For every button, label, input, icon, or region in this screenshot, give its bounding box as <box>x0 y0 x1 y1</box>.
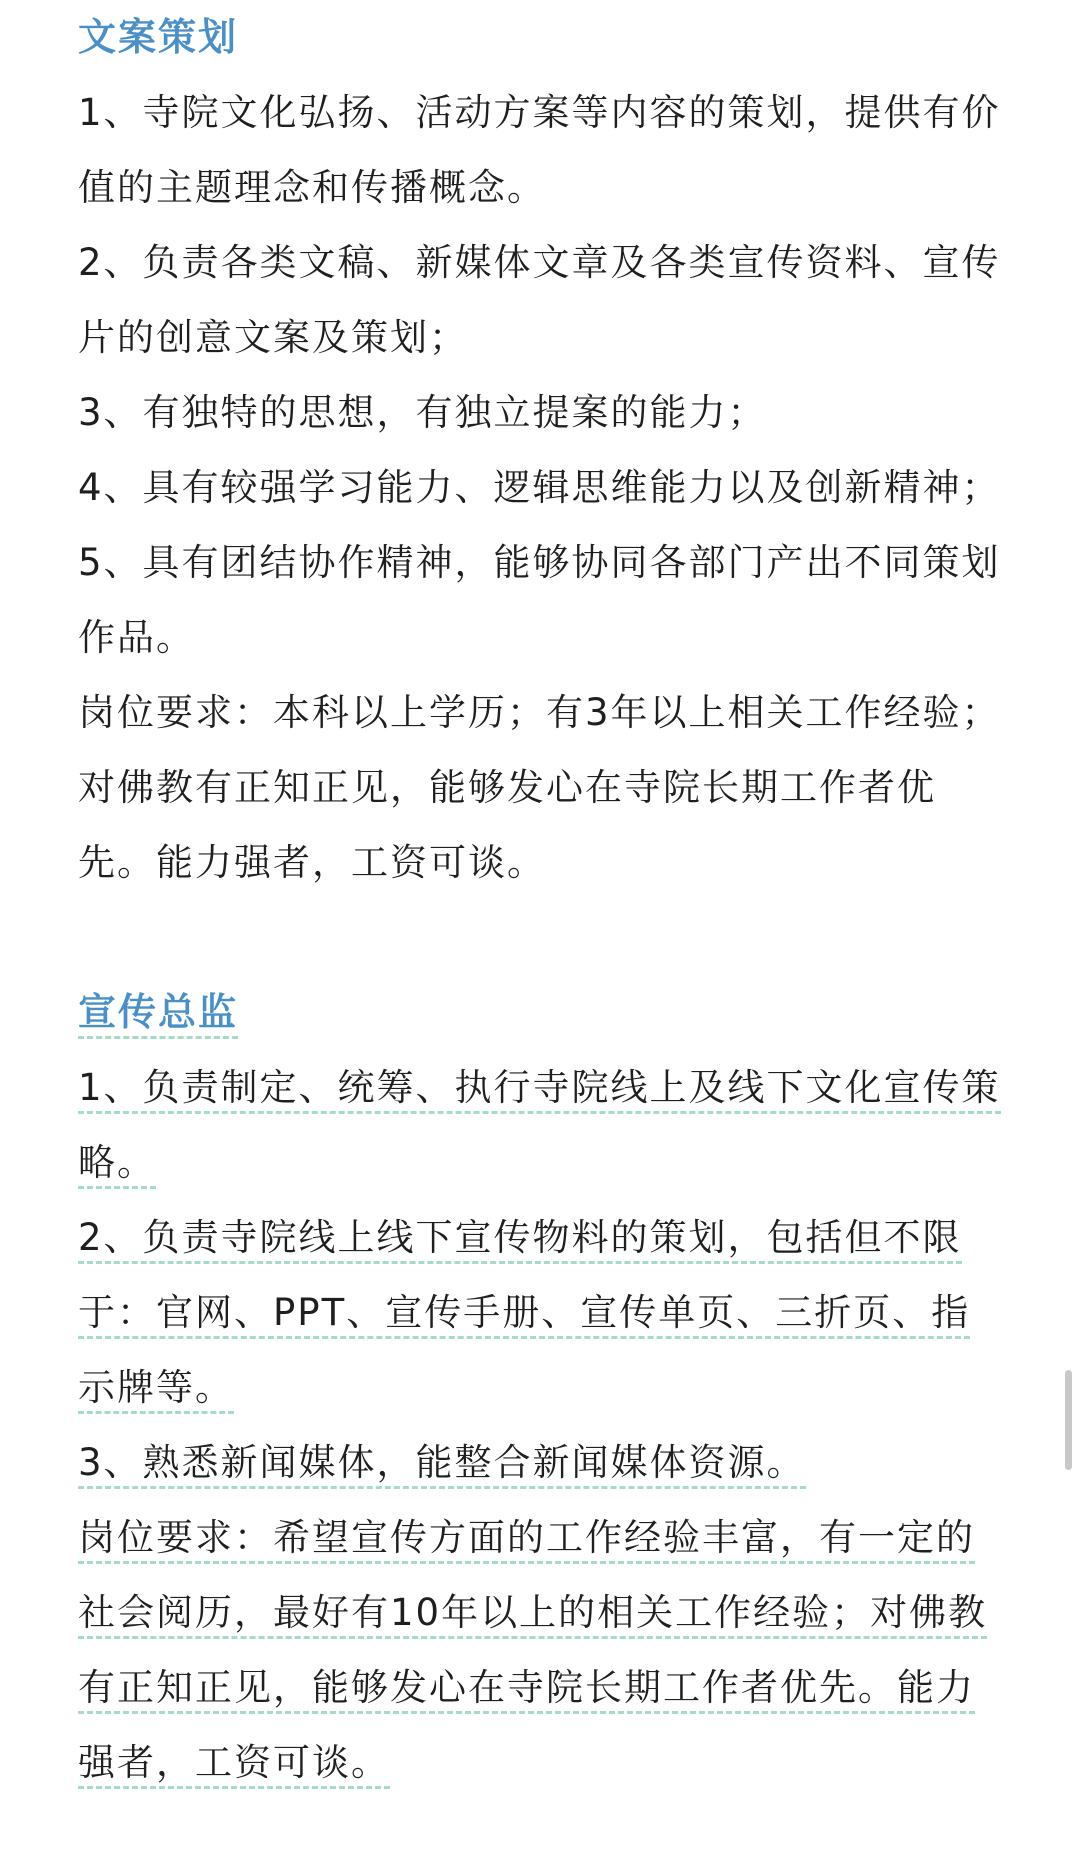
requirements-paragraph: 岗位要求：本科以上学历；有3年以上相关工作经验；对佛教有正知正见，能够发心在寺院长期工作者优先。能力强者，工资可谈。 <box>78 691 1001 884</box>
section-publicity-director <box>78 975 1008 1800</box>
requirements-text: 岗位要求：希望宣传方面的工作经验丰富，有一定的社会阅历，最好有10年以上的相关工作经验；对佛教有正知正见，能够发心在寺院长期工作者优先。能力强者，工资可谈。 <box>78 1516 987 1789</box>
list-item: 1、寺院文化弘扬、活动方案等内容的策划，提供有价值的主题理念和传播概念。 <box>78 91 1001 209</box>
requirements-paragraph <box>78 1500 1008 1800</box>
list-item: 2、负责各类文稿、新媒体文章及各类宣传资料、宣传片的创意文案及策划； <box>78 241 1001 359</box>
section-title-text: 宣传总监 <box>78 990 238 1039</box>
list-item: 5、具有团结协作精神，能够协同各部门产出不同策划作品。 <box>78 541 1001 659</box>
list-item <box>78 1050 1008 1200</box>
list-item: 4、具有较强学习能力、逻辑思维能力以及创新精神； <box>78 466 1001 509</box>
list-item-text: 2、负责寺院线上线下宣传物料的策划，包括但不限于：官网、PPT、宣传手册、宣传单页、三折页、指示牌等。 <box>78 1216 970 1414</box>
list-item <box>78 1425 1008 1500</box>
section-copywriting <box>78 0 1008 900</box>
scrollbar[interactable] <box>1065 1370 1072 1470</box>
list-item-text: 3、熟悉新闻媒体，能整合新闻媒体资源。 <box>78 1441 806 1489</box>
document-content <box>78 0 1008 1800</box>
section-title <box>78 975 1008 1050</box>
list-item: 3、有独特的思想，有独立提案的能力； <box>78 391 767 434</box>
list-item <box>78 1200 1008 1425</box>
list-item-text: 1、负责制定、统筹、执行寺院线上及线下文化宣传策略。 <box>78 1066 1001 1189</box>
section-title: 文案策划 <box>78 15 239 59</box>
